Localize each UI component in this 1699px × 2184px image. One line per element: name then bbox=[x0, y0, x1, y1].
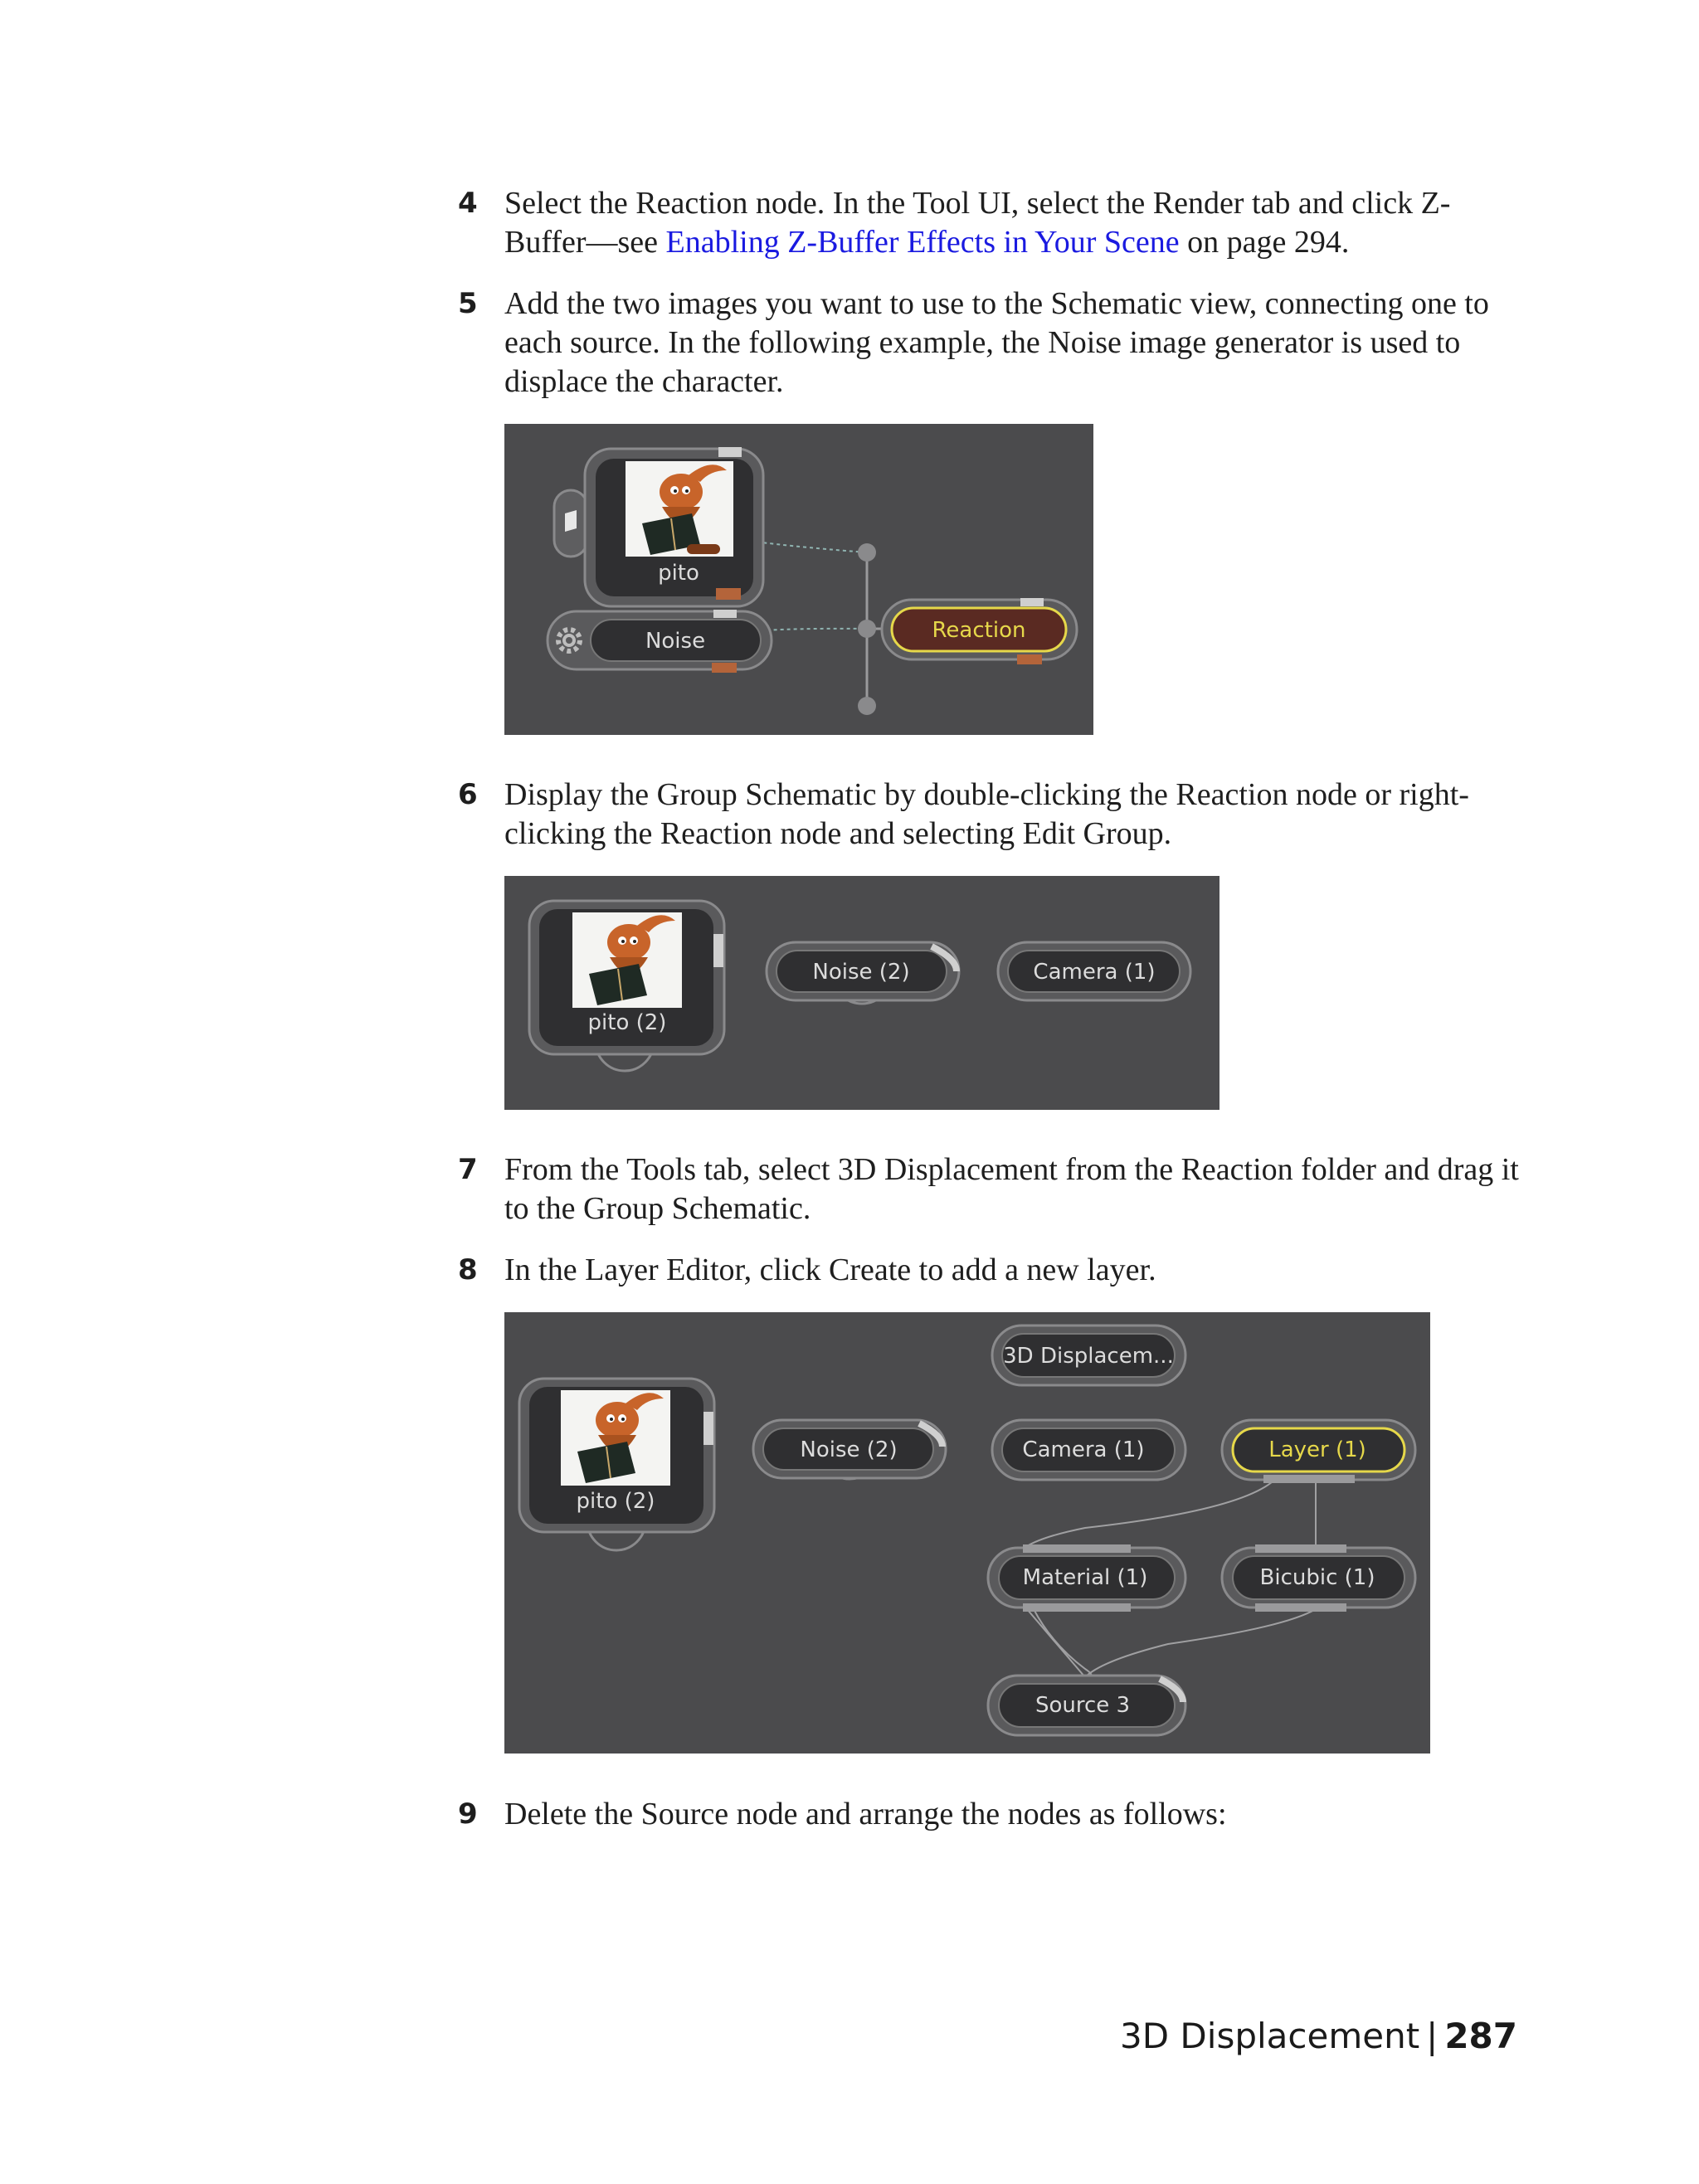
page-number: 287 bbox=[1444, 2016, 1517, 2056]
source-node[interactable] bbox=[988, 1676, 1185, 1735]
node-label: Reaction bbox=[932, 618, 1026, 643]
node-label: 3D Displacem... bbox=[1003, 1344, 1174, 1369]
step-5 bbox=[458, 285, 1528, 401]
camera-node[interactable] bbox=[992, 1420, 1185, 1480]
pito-node[interactable] bbox=[529, 901, 724, 1071]
displacement-node[interactable] bbox=[992, 1325, 1185, 1385]
step-number: 9 bbox=[458, 1797, 478, 1831]
noise-node[interactable] bbox=[548, 610, 772, 673]
step-text bbox=[504, 184, 1528, 262]
camera-node[interactable] bbox=[998, 942, 1190, 1000]
reaction-node[interactable] bbox=[882, 598, 1077, 664]
step-number: 4 bbox=[458, 187, 478, 220]
node-label: Source 3 bbox=[1034, 1693, 1131, 1718]
bicubic-node[interactable] bbox=[1222, 1544, 1415, 1612]
step-6 bbox=[458, 776, 1528, 854]
node-label: pito (2) bbox=[576, 1489, 655, 1514]
node-label: Layer (1) bbox=[1268, 1437, 1366, 1462]
step-number: 7 bbox=[458, 1153, 478, 1186]
page-footer bbox=[1120, 2016, 1517, 2056]
step-text: Delete the Source node and arrange the nodes as follows: bbox=[504, 1797, 1227, 1831]
step-text: Add the two images you want to use to the Schematic view, connecting one to each source. In the following example, the Noise image generator is used to displace the character. bbox=[504, 286, 1489, 399]
material-node[interactable] bbox=[988, 1544, 1185, 1612]
noise-node[interactable] bbox=[767, 942, 959, 1004]
node-label: pito bbox=[658, 561, 699, 586]
section-title: 3D Displacement bbox=[1120, 2016, 1420, 2056]
layer-node[interactable] bbox=[1222, 1420, 1415, 1483]
step-number: 8 bbox=[458, 1253, 478, 1287]
step-8 bbox=[458, 1251, 1528, 1290]
node-label: Material (1) bbox=[1022, 1565, 1148, 1590]
step-4-text-after: on page 294. bbox=[1179, 225, 1350, 260]
noise-node[interactable] bbox=[753, 1420, 946, 1479]
node-label: Bicubic (1) bbox=[1259, 1565, 1375, 1590]
character-thumbnail bbox=[626, 461, 733, 557]
step-4 bbox=[458, 184, 1528, 262]
step-text: From the Tools tab, select 3D Displacement from the Reaction folder and drag it to the Group Schematic. bbox=[504, 1152, 1519, 1226]
pito-node[interactable] bbox=[554, 447, 763, 606]
node-label: Camera (1) bbox=[1022, 1437, 1145, 1462]
schematic-figure-2 bbox=[504, 876, 1219, 1110]
node-label: Noise (2) bbox=[812, 960, 910, 985]
clip-icon bbox=[565, 510, 577, 532]
step-number: 5 bbox=[458, 287, 478, 320]
footer-separator: | bbox=[1426, 2016, 1439, 2056]
step-7 bbox=[458, 1150, 1528, 1228]
cross-reference-link[interactable]: Enabling Z-Buffer Effects in Your Scene bbox=[665, 225, 1180, 260]
step-4-text-before: Select the Reaction node. In the Tool UI, select the Render tab and click Z-Buffer—see bbox=[504, 186, 1451, 260]
schematic-figure-3 bbox=[504, 1312, 1430, 1754]
node-label: Camera (1) bbox=[1033, 960, 1156, 985]
pito-node[interactable] bbox=[519, 1379, 714, 1550]
schematic-figure-1 bbox=[504, 424, 1093, 735]
step-text: In the Layer Editor, click Create to add a new layer. bbox=[504, 1253, 1156, 1287]
character-thumbnail bbox=[561, 1390, 670, 1486]
node-label: pito (2) bbox=[587, 1010, 667, 1035]
node-label: Noise bbox=[645, 629, 706, 654]
node-label: Noise (2) bbox=[800, 1437, 898, 1462]
step-text: Display the Group Schematic by double-clicking the Reaction node or right-clicking the Reaction node and selecting Edit Group. bbox=[504, 777, 1469, 851]
step-number: 6 bbox=[458, 778, 478, 811]
character-thumbnail bbox=[572, 912, 682, 1008]
step-9 bbox=[458, 1795, 1528, 1834]
